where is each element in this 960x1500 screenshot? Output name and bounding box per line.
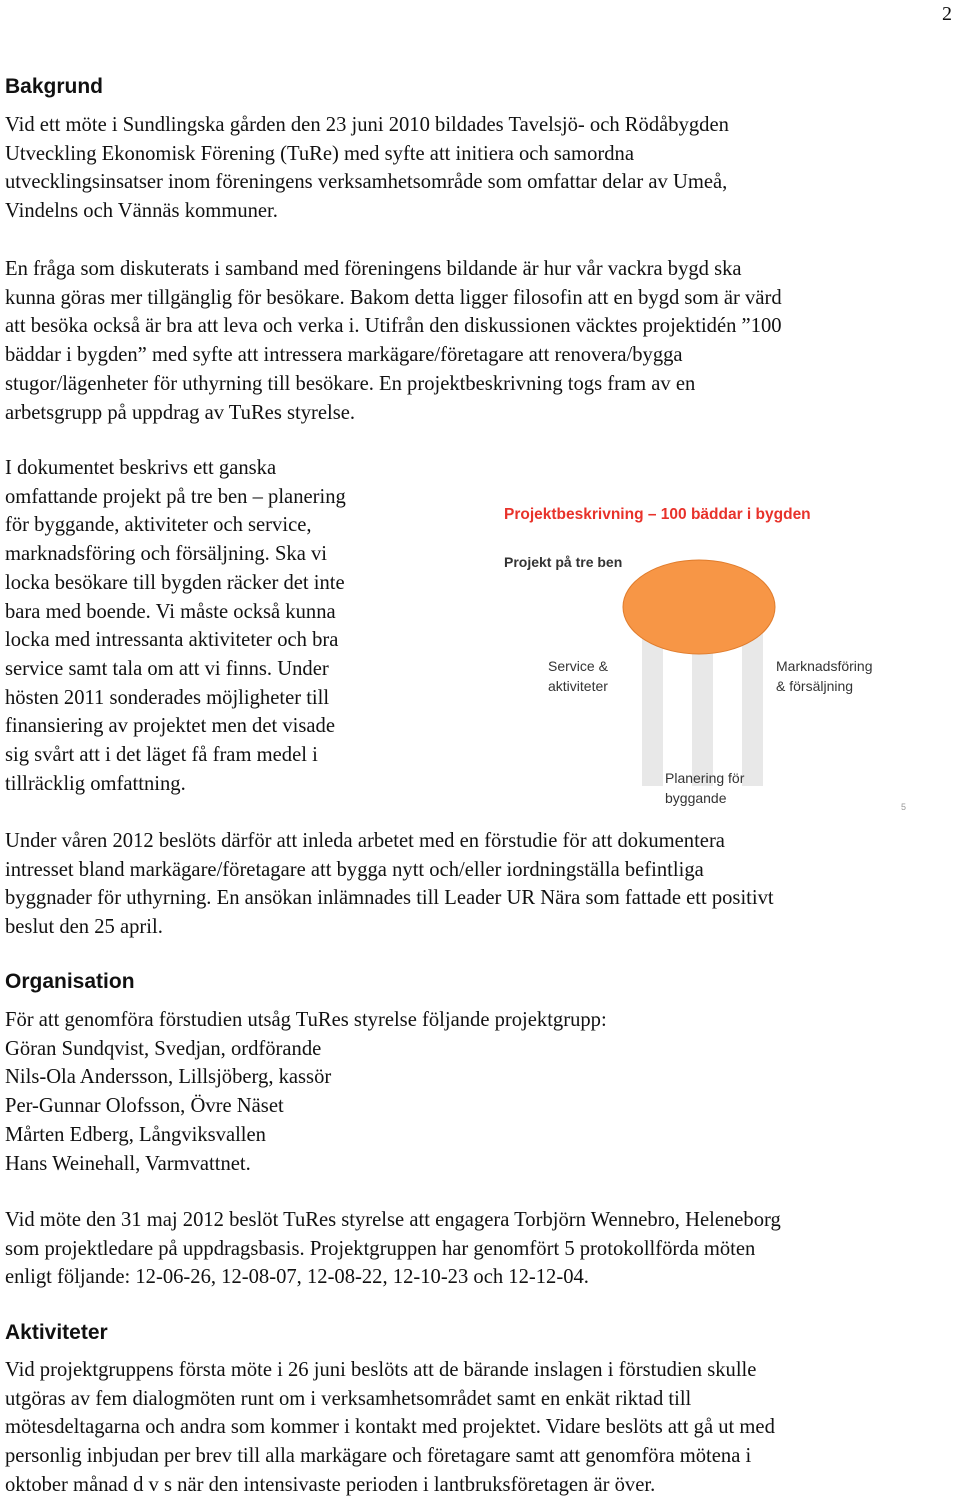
diagram-label-aktiviteter: aktiviteter <box>548 678 608 694</box>
diagram-title: Projektbeskrivning – 100 bäddar i bygden <box>504 506 811 523</box>
svg-text:Marknadsföring & försäljni <box>776 658 876 694</box>
diagram-label-marknadsforing: Marknadsföring <box>776 658 873 674</box>
diagram-label-byggande: byggande <box>665 790 727 806</box>
text-line: bäddar i bygden” med syfte att intressera markägare/företagare att renovera/bygga <box>5 344 683 367</box>
text-line: utgöras av fem dialogmöten runt om i verksamhetsområdet samt en enkät riktad till <box>5 1387 692 1410</box>
paragraph-bakgrund-2 <box>5 255 782 427</box>
text-line: I dokumentet beskrivs ett ganska <box>5 457 277 479</box>
svg-text:Service & aktiviteter <box>548 658 612 694</box>
text-line: locka med intressanta aktiviteter och bra <box>5 629 339 652</box>
text-line: personlig inbjudan per brev till alla markägare och företagare samt att genomföra mötena i <box>5 1445 752 1468</box>
text-line: mötesdeltagarna och andra som kommer i kontakt med projektet. Vidare beslöts att gå ut med <box>5 1416 775 1439</box>
paragraph-bakgrund-3 <box>5 454 346 798</box>
paragraph-bakgrund-1 <box>5 111 729 226</box>
paragraph-bakgrund-4 <box>5 827 774 942</box>
diagram-subtitle: Projekt på tre ben <box>504 554 623 570</box>
text-line: finansiering av projektet men det visade <box>5 715 335 738</box>
text-line: bara med boende. Vi måste också kunna <box>5 600 336 623</box>
project-diagram <box>488 496 928 816</box>
text-line: Nils-Ola Andersson, Lillsjöberg, kassör <box>5 1066 332 1089</box>
text-line: Per-Gunnar Olofsson, Övre Näset <box>5 1095 284 1118</box>
text-line: omfattande projekt på tre ben – planering <box>5 485 346 508</box>
diagram-label-service: Service & <box>548 658 608 674</box>
text-line: oktober månad d v s när den intensivaste perioden i lantbruksföretagen är över. <box>5 1473 656 1496</box>
text-line: Vid projektgruppens första möte i 26 juni beslöts att de bärande inslagen i förstudien skulle <box>5 1359 757 1381</box>
svg-text:Planering för byggande <box>665 770 748 806</box>
text-line: Mårten Edberg, Långviksvallen <box>5 1123 266 1146</box>
diagram-label-forsaljning: & försäljning <box>776 678 854 694</box>
text-line: För att genomföra förstudien utsåg TuRes styrelse följande projektgrupp: <box>5 1009 607 1031</box>
paragraph-organisation-1 <box>5 1006 607 1178</box>
text-line: att besöka också är bra att leva och verka i. Utifrån den diskussionen väcktes projektidén ”100 <box>5 315 782 338</box>
text-line: sig svårt att i det läget få fram medel i <box>5 744 318 767</box>
page-number: 2 <box>942 3 952 25</box>
text-line: locka besökare till bygden räcker det inte <box>5 571 345 594</box>
text-line: Hans Weinehall, Varmvattnet. <box>5 1152 251 1175</box>
text-line: En fråga som diskuterats i samband med föreningens bildande är hur vår vackra bygd ska <box>5 258 742 280</box>
text-line: marknadsföring och försäljning. Ska vi <box>5 543 327 566</box>
text-line: Vid möte den 31 maj 2012 beslöt TuRes styrelse att engagera Torbjörn Wennebro, Heleneborg <box>5 1209 781 1231</box>
text-line: för byggande, aktiviteter och service, <box>5 514 312 537</box>
text-line: tillräcklig omfattning. <box>5 772 186 795</box>
text-line: Under våren 2012 beslöts därför att inleda arbetet med en förstudie för att dokumentera <box>5 830 725 852</box>
paragraph-organisation-2 <box>5 1206 781 1292</box>
paragraph-aktiviteter-1 <box>5 1356 775 1500</box>
text-line: byggnader för uthyrning. En ansökan inlämnades till Leader UR Nära som fattade ett positivt <box>5 887 774 910</box>
diagram-seat <box>623 560 775 654</box>
text-line: service samt tala om att vi finns. Under <box>5 657 329 680</box>
text-line: beslut den 25 april. <box>5 916 163 939</box>
text-line: Vindelns och Vännäs kommuner. <box>5 200 278 223</box>
text-line: hösten 2011 sonderades möjligheter till <box>5 686 330 709</box>
text-line: Vid ett möte i Sundlingska gården den 23 juni 2010 bildades Tavelsjö- och Rödåbygden <box>5 114 729 136</box>
text-line: stugor/lägenheter för uthyrning till besökare. En projektbeskrivning togs fram av en <box>5 372 696 395</box>
diagram-label-planering: Planering för <box>665 770 745 786</box>
heading-aktiviteter: Aktiviteter <box>5 1321 108 1344</box>
text-line: Göran Sundqvist, Svedjan, ordförande <box>5 1037 322 1060</box>
text-line: enligt följande: 12-06-26, 12-08-07, 12-08-22, 12-10-23 och 12-12-04. <box>5 1266 589 1289</box>
heading-organisation: Organisation <box>5 970 135 993</box>
text-line: Utveckling Ekonomisk Förening (TuRe) med syfte att initiera och samordna <box>5 142 634 165</box>
text-line: kunna göras mer tillgänglig för besökare. Bakom detta ligger filosofin att en bygd som är värd <box>5 286 782 309</box>
diagram-slide-number: 5 <box>901 802 907 812</box>
text-line: som projektledare på uppdragsbasis. Projektgruppen har genomfört 5 protokollförda möten <box>5 1237 756 1260</box>
text-line: intresset bland markägare/företagare att bygga nytt och/eller iordningställa befintliga <box>5 858 704 881</box>
text-line: utvecklingsinsatser inom föreningens verksamhetsområde som omfattar delar av Umeå, <box>5 171 728 194</box>
heading-bakgrund: Bakgrund <box>5 75 104 98</box>
text-line: arbetsgrupp på uppdrag av TuRes styrelse. <box>5 401 356 424</box>
